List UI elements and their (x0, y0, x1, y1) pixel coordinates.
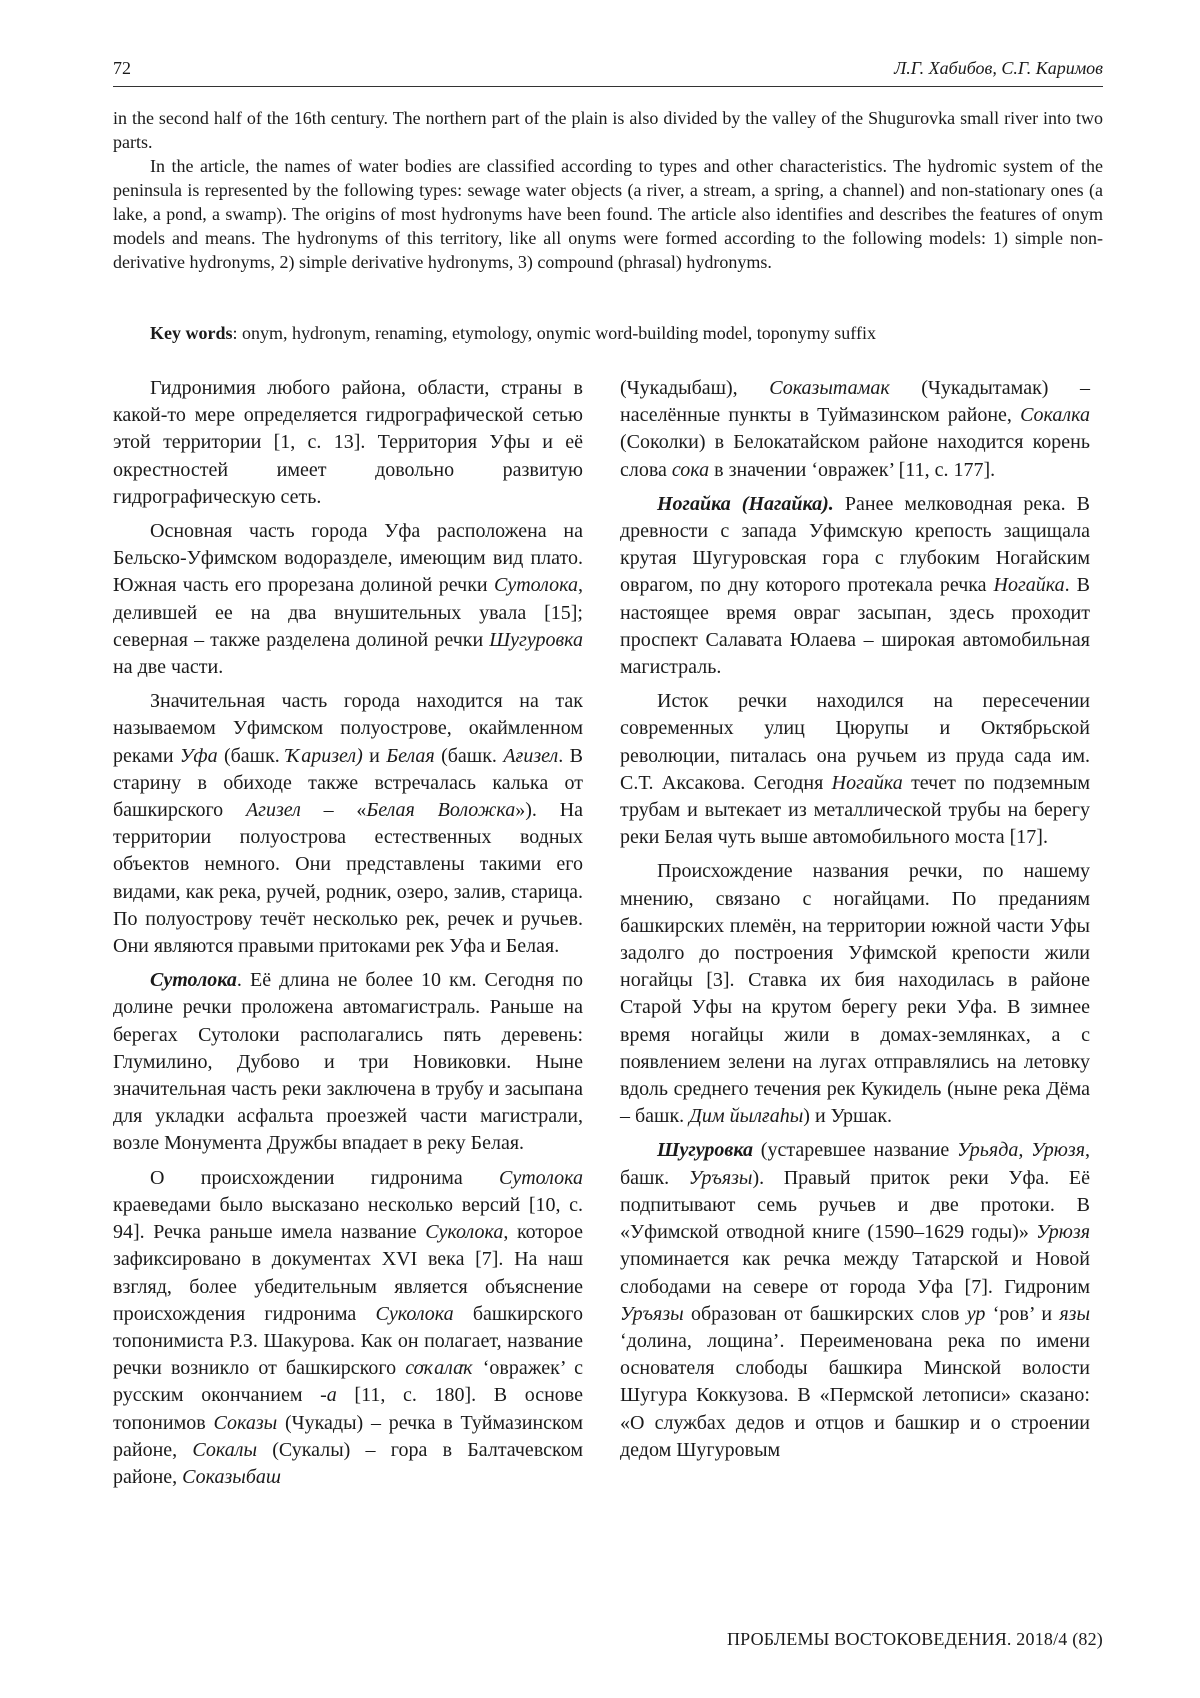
keywords-text: : onym, hydronym, renaming, etymology, onymic word-building model, toponymy suffix (232, 323, 876, 343)
abstract-paragraph-2: In the article, the names of water bodies are classified according to types and other characteristics. The hydromic system of the peninsula is represented by the following types: sewage water objects (a river, a stream, a spring, a channel) and non-stationary ones (a lake, a pond, a swamp). The origins of most hydronyms have been found. The article also identifies and describes the features of onym models and means. The hydronyms of this territory, like all onyms were formed according to the following models: 1) simple non-derivative hydronyms, 2) simple derivative hydronyms, 3) compound (phrasal) hydronyms. (113, 156, 1103, 272)
paragraph: Основная часть города Уфа расположена на Бельско-Уфимском водоразделе, имеющим вид плато. Южная часть его прорезана долиной речки Сутолока, делившей ее на два внушительных увала [15]; северная – также разделена долиной речки Шугуровка на две части. (113, 520, 583, 679)
paragraph: Исток речки находился на пересечении современных улиц Цюрупы и Октябрьской революции, питалась она ручьем из пруда сада им. С.Т. Аксакова. Сегодня Ногайка течет по подземным трубам и вытекает из металлической трубы на берегу реки Белая чуть выше автомобильного моста [17]. (620, 690, 1090, 849)
paragraph: Шугуровка (устаревшее название Урьяда, Урюзя, башк. Уръязы). Правый приток реки Уфа. Её подпитывают семь ручьев и две протоки. В «Уфимской отводной книге (1590–1629 годы)» Урюзя упоминается как речка между Татарской и Новой слободами на севере от города Уфа [7]. Гидроним Уръязы образован от башкирских слов ур ‘ров’ и язы ‘долина, лощина’. Переименована река по имени основателя слободы башкира Минской волости Шугура Коккузова. В «Пермской летописи» сказано: «О службах дедов и отцов и башкир и о строении дедом Шугуровым (620, 1139, 1091, 1461)
keywords (150, 321, 1110, 345)
paragraph: Гидронимия любого района, области, страны в какой-то мере определяется гидрографической сетью этой территории [1, с. 13]. Территория Уфы и её окрестностей имеет довольно развитую гидрографическую сеть. (113, 377, 583, 508)
running-header (113, 58, 1103, 87)
left-column (113, 375, 583, 1498)
paragraph: (Чукадыбаш), Соказытамак (Чукадытамак) – населённые пункты в Туймазинском районе, Сокалка (Соколки) в Белокатайском районе находится корень слова сока в значении ‘овражек’ [11, с. 177]. (620, 377, 1090, 481)
header-authors: Л.Г. Хабибов, С.Г. Каримов (894, 58, 1103, 78)
paragraph: Происхождение названия речки, по нашему мнению, связано с ногайцами. По преданиям башкирских племён, на территории южной части Уфы задолго до построения Уфимской крепости жили ногайцы [3]. Ставка их бия находилась в районе Старой Уфы на крутом берегу реки Уфа. В зимнее время ногайцы жили в домах-землянках, а с появлением зелени на лугах отправлялись на летовку вдоль среднего течения рек Кукидель (ныне река Дёма – башк. Дим йылғаһы) и Уршак. (620, 860, 1090, 1128)
right-column (620, 375, 1090, 1471)
paragraph: О происхождении гидронима Сутолока краеведами было высказано несколько версий [10, с. 94]. Речка раньше имела название Суколока, которое зафиксировано в документах XVI века [7]. На наш взгляд, более убедительным является объяснение происхождения гидронима Суколока башкирского топонимиста Р.З. Шакурова. Как он полагает, название речки возникло от башкирского соҡалаҡ ‘овражек’ с русским окончанием -а [11, с. 180]. В основе топонимов Соказы (Чукады) – речка в Туймазинском районе, Сокалы (Сукалы) – гора в Балтачевском районе, Соказыбаш (113, 1166, 584, 1488)
abstract-paragraph-1: in the second half of the 16th century. The northern part of the plain is also divided by the valley of the Shugurovka small river into two parts. (113, 108, 1103, 152)
paragraph: Сутолока. Её длина не более 10 км. Сегодня по долине речки проложена автомагистраль. Раньше на берегах Сутолоки располагались пять деревень: Глумилино, Дубово и три Новиковки. Ныне значительная часть реки заключена в трубу и засыпана для укладки асфальта проезжей части магистрали, возле Монумента Дружбы впадает в реку Белая. (113, 969, 583, 1155)
paragraph: Значительная часть города находится на так называемом Уфимском полуострове, окаймленном реками Уфа (башк. Ҡаризел) и Белая (башк. Ағизел. В старину в обиходе также встречалась калька от башкирского Агизел – «Белая Воложка»). На территории полуострова естественных водных объектов немного. Они представлены такими его видами, как река, ручей, родник, озеро, залив, старица. По полуострову течёт несколько рек, речек и ручьев. Они являются правыми притоками рек Уфа и Белая. (113, 690, 584, 958)
english-abstract (113, 106, 1103, 274)
paragraph: Ногайка (Нагайка). Ранее мелководная река. В древности с запада Уфимскую крепость защищала крутая Шугуровская гора с глубоким Ногайским оврагом, по дну которого протекала речка Ногайка. В настоящее время овраг засыпан, здесь проходит проспект Салавата Юлаева – широкая автомобильная магистраль. (620, 492, 1090, 679)
keywords-label: Key words (150, 323, 233, 343)
page-number: 72 (113, 58, 131, 78)
journal-footer: ПРОБЛЕМЫ ВОСТОКОВЕДЕНИЯ. 2018/4 (82) (726, 1629, 1103, 1649)
